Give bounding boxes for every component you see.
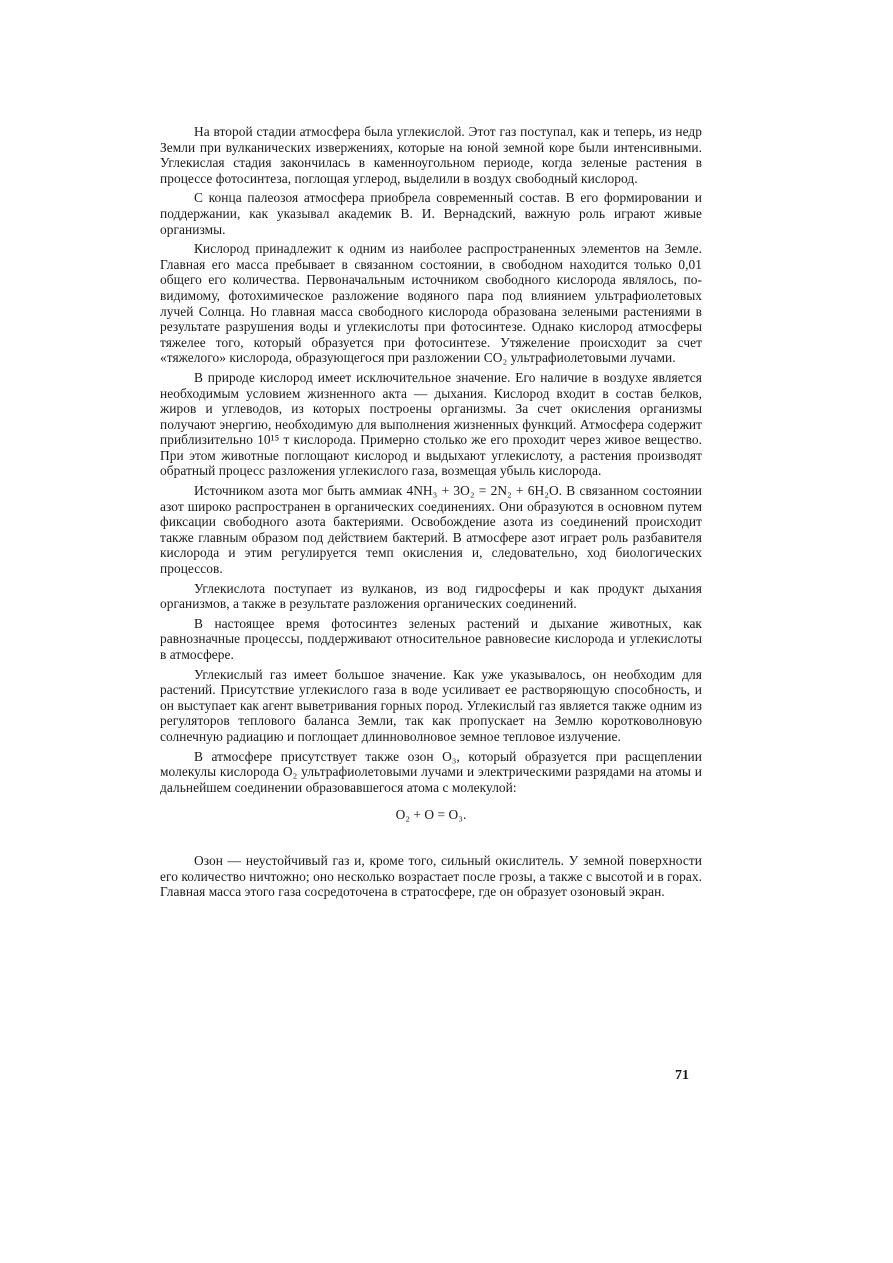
paragraph-carbonic-acid-sources: Углекислота поступает из вулканов, из вод гидросферы и как продукт дыхания организмов, а также в результате разложения органических соединений. bbox=[160, 580, 702, 612]
paragraph-co2-importance: Углекислый газ имеет большое значение. Как уже указывалось, он необходим для растений. Присутствие углекислого газа в воде усиливает ее растворяющую способность, и он выступает как агент выветривания горных пород. Углекислый газ является также одним из регуляторов теплового баланса Земли, так как пропускает на Землю коротковолновую солнечную радиацию и поглощает длинноволновое земное тепловое излучение. bbox=[160, 666, 702, 744]
paragraph-nitrogen: Источником азота мог быть аммиак 4NH₃ + 3O₂ = 2N₂ + 6H₂O. В связанном состоянии азот широко распространен в органических соединениях. Они образуются в основном путем фиксации свободного азота бактериями. Освобождение азота из соединений происходит также главным образом под действием бактерий. В атмосфере азот играет роль разбавителя кислорода и этим регулируется темп окисления и, следовательно, ход биологических процессов. bbox=[160, 483, 702, 577]
paragraph-paleozoic: С конца палеозоя атмосфера приобрела современный состав. В его формировании и поддержании, как указывал академик В. И. Вернадский, важную роль играют живые организмы. bbox=[160, 190, 702, 237]
ozone-formula: O₂ + O = O₃. bbox=[395, 807, 467, 823]
body-text bbox=[160, 124, 702, 904]
paragraph-oxygen-role: В природе кислород имеет исключительное значение. Его наличие в воздухе является необходимым условием жизненного акта — дыхания. Кислород входит в состав белков, жиров и углеводов, из которых построены организмы. За счет окисления организмы получают энергию, необходимую для выполнения жизненных функций. Атмосфера содержит приблизительно 10¹⁵ т кислорода. Примерно столько же его проходит через живое вещество. При этом животные поглощают кислород и выдыхают углекислоту, а растения производят обратный процесс разложения углекислого газа, возмещая убыль кислорода. bbox=[160, 369, 702, 479]
paragraph-oxygen-origin: Кислород принадлежит к одним из наиболее распространенных элементов на Земле. Главная его масса пребывает в связанном состоянии, в свободном находится только 0,01 общего его количества. Первоначальным источником свободного кислорода являлось, по-видимому, фотохимическое разложение водяного пара под влиянием ультрафиолетовых лучей Солнца. Но главная масса свободного кислорода образована зелеными растениями в результате разрушения воды и углекислоты при фотосинтезе. Однако кислород атмосферы тяжелее того, который образуется при фотосинтезе. Утяжеление происходит за счет «тяжелого» кислорода, образующегося при разложении CO₂ ультрафиолетовыми лучами. bbox=[160, 241, 702, 366]
paragraph-carbon-stage: На второй стадии атмосфера была углекислой. Этот газ поступал, как и теперь, из недр Земли при вулканических извержениях, которые на юной земной коре были интенсивными. Углекислая стадия закончилась в каменноугольном периоде, когда зеленые растения в процессе фотосинтеза, поглощая углерод, выделили в воздух свободный кислород. bbox=[160, 124, 702, 186]
paragraph-ozone-formation: В атмосфере присутствует также озон O₃, который образуется при расщеплении молекулы кислорода O₂ ультрафиолетовыми лучами и электрическими разрядами на атомы и дальнейшем соединении образовавшегося атома с молекулой: bbox=[160, 748, 702, 795]
paragraph-ozone-properties: Озон — неустойчивый газ и, кроме того, сильный окислитель. У земной поверхности его количество ничтожно; оно несколько возрастает после грозы, а также с высотой и в горах. Главная масса этого газа сосредоточена в стратосфере, где он образует озоновый экран. bbox=[160, 852, 702, 900]
page-number: 71 bbox=[675, 1068, 689, 1083]
paragraph-balance: В настоящее время фотосинтез зеленых растений и дыхание животных, как равнозначные процессы, поддерживают относительное равновесие кислорода и углекислоты в атмосфере. bbox=[160, 615, 702, 662]
